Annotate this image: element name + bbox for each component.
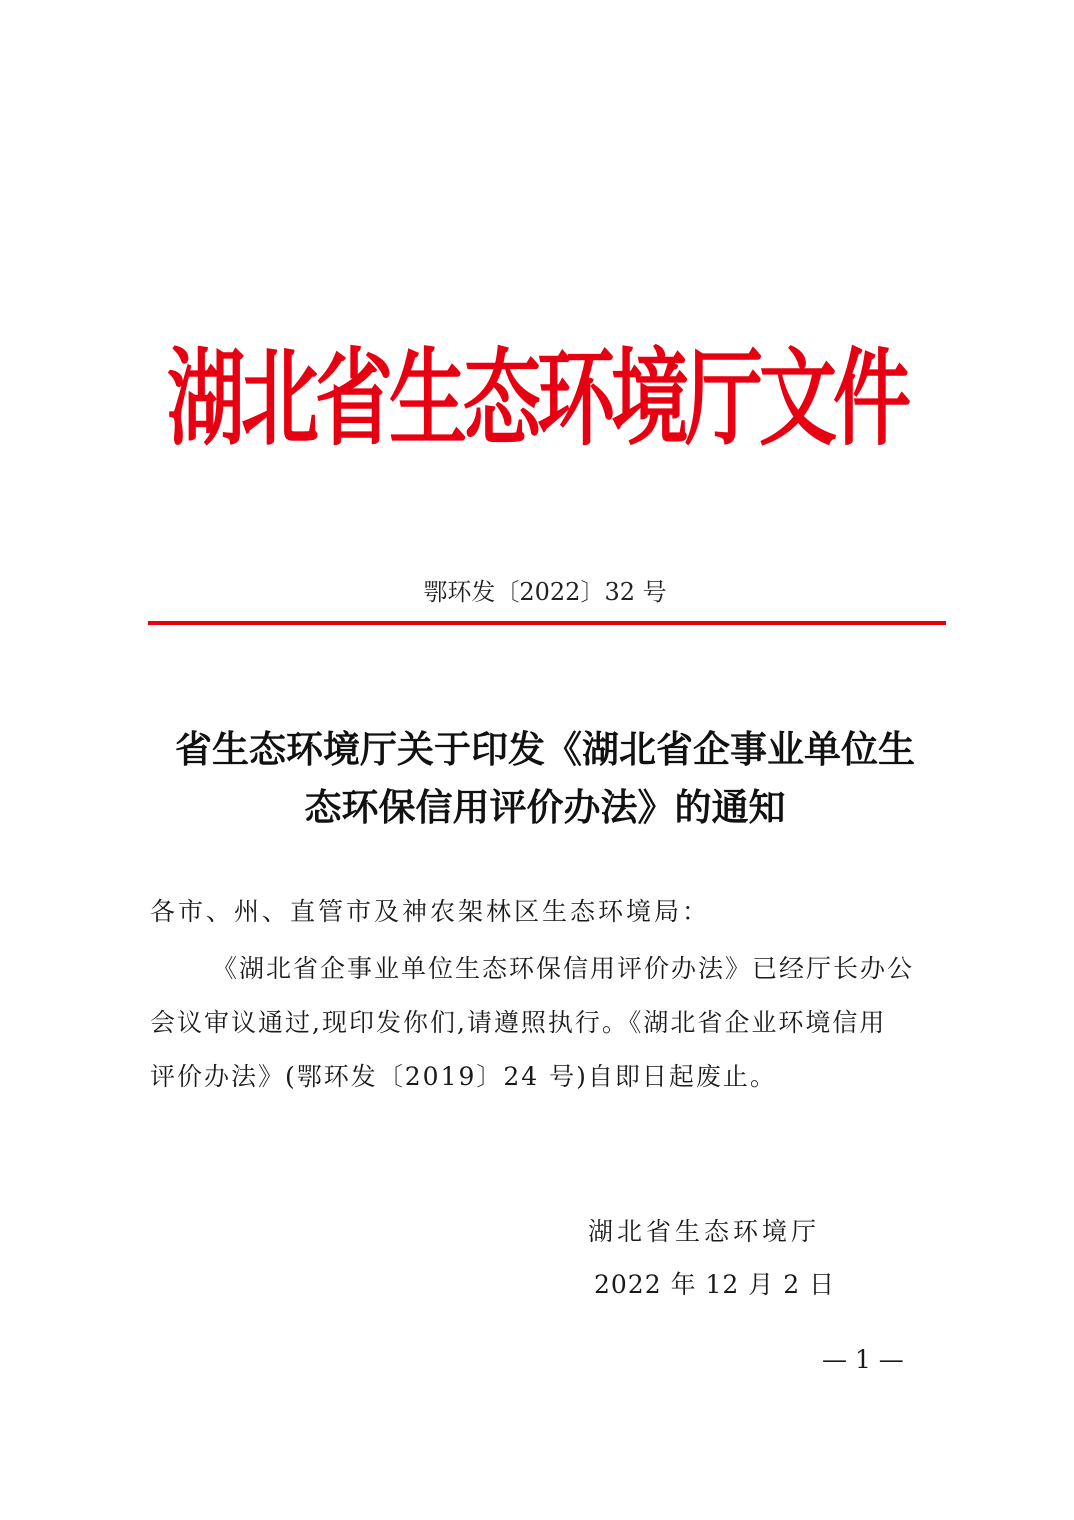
- body-line-3: 评价办法》(鄂环发〔2019〕24 号)自即日起废止。: [150, 1062, 777, 1091]
- body-paragraph: [150, 942, 940, 1104]
- title-line-1: 省生态环境厅关于印发《湖北省企事业单位生: [175, 727, 915, 771]
- masthead-title: 湖北省生态环境厅文件: [166, 339, 907, 461]
- page-number: — 1 —: [822, 1345, 904, 1374]
- red-divider-rule: [148, 621, 946, 625]
- signature-organization: 湖北省生态环境厅: [588, 1217, 821, 1246]
- body-line-2: 会议审议通过,现印发你们,请遵照执行。《湖北省企业环境信用: [150, 1008, 887, 1037]
- signature-date: 2022 年 12 月 2 日: [594, 1270, 836, 1299]
- title-line-2: 态环保信用评价办法》的通知: [304, 785, 786, 829]
- document-title: [140, 720, 950, 836]
- body-line-1: 《湖北省企事业单位生态环保信用评价办法》已经厅长办公: [212, 954, 915, 983]
- addressee: 各市、州、直管市及神农架林区生态环境局：: [150, 897, 711, 926]
- document-number: 鄂环发〔2022〕32 号: [423, 578, 667, 606]
